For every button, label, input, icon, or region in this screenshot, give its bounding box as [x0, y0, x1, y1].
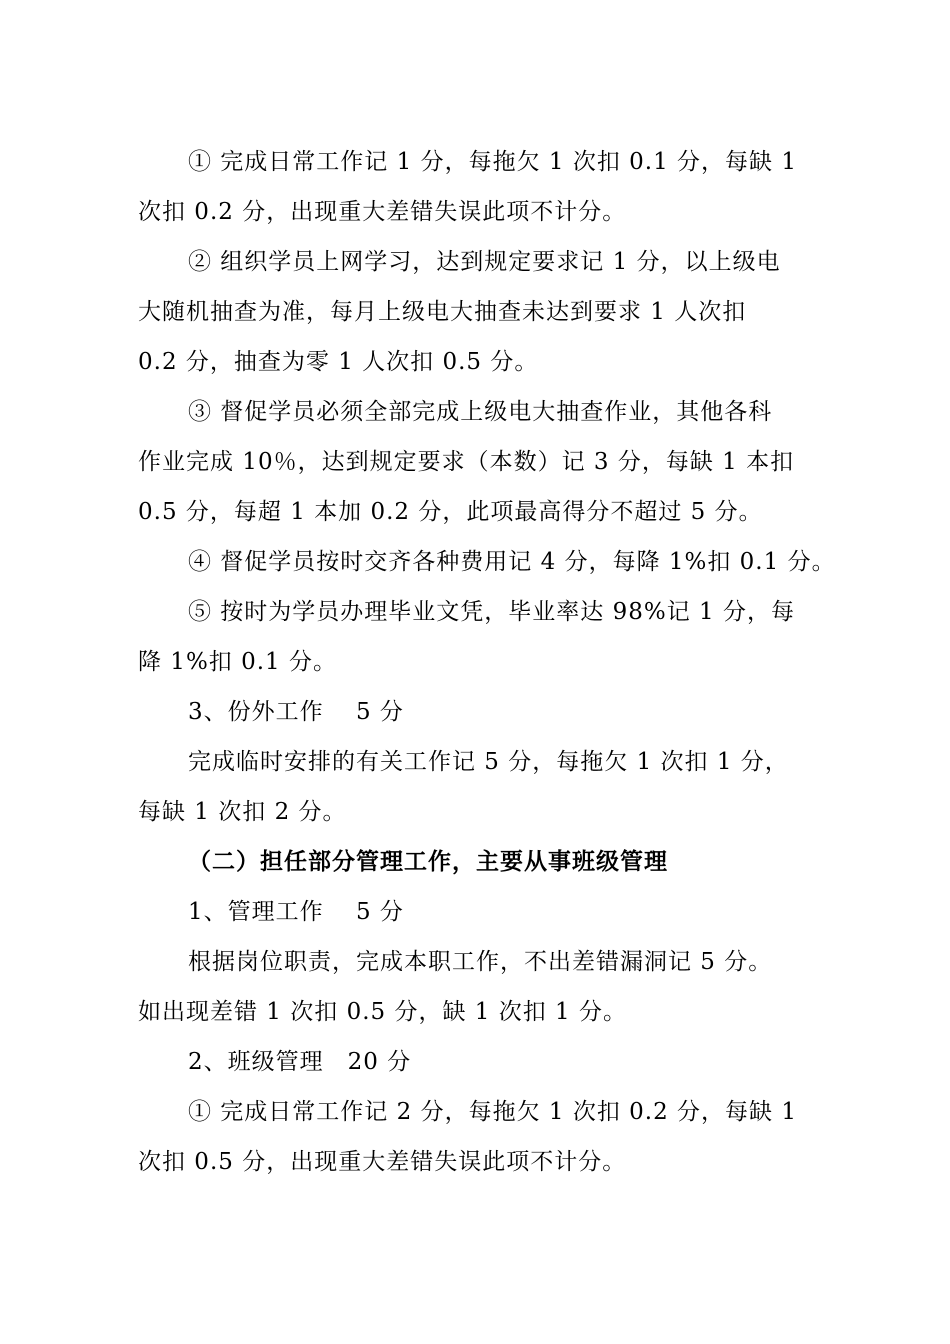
section-title-line: （二）担任部分管理工作，主要从事班级管理	[188, 848, 668, 875]
paragraph-line: ⑤ 按时为学员办理毕业文凭，毕业率达 98%记 1 分，每	[188, 599, 795, 625]
paragraph-line: 降 1%扣 0.1 分。	[138, 649, 337, 675]
section-heading-line: 1、管理工作 5 分	[188, 899, 404, 925]
paragraph-line: 0.5 分，每超 1 本加 0.2 分，此项最高得分不超过 5 分。	[138, 499, 763, 525]
paragraph-line: 每缺 1 次扣 2 分。	[138, 799, 347, 825]
paragraph-line: ② 组织学员上网学习，达到规定要求记 1 分，以上级电	[188, 249, 781, 275]
paragraph-item-5-graduation	[138, 587, 818, 687]
paragraph-item-2-online-learning	[138, 237, 818, 387]
paragraph-line: 根据岗位职责，完成本职工作，不出差错漏洞记 5 分。	[188, 949, 773, 975]
paragraph-line: 0.2 分，抽查为零 1 人次扣 0.5 分。	[138, 349, 539, 375]
paragraph-extra-work	[138, 737, 818, 837]
section-heading-management-work	[138, 887, 818, 937]
paragraph-line: 大随机抽查为准，每月上级电大抽查未达到要求 1 人次扣	[138, 299, 747, 325]
paragraph-line: 次扣 0.2 分，出现重大差错失误此项不计分。	[138, 199, 627, 225]
paragraph-item-4-fees	[138, 537, 836, 587]
paragraph-line: 如出现差错 1 次扣 0.5 分，缺 1 次扣 1 分。	[138, 999, 627, 1025]
section-heading-line: 2、班级管理 20 分	[188, 1049, 412, 1075]
paragraph-class-daily-work	[138, 1087, 818, 1187]
section-heading-extra-work	[138, 687, 818, 737]
paragraph-line: ④ 督促学员按时交齐各种费用记 4 分，每降 1%扣 0.1 分。	[188, 549, 836, 575]
paragraph-line: ③ 督促学员必须全部完成上级电大抽查作业，其他各科	[188, 399, 773, 425]
paragraph-line: ① 完成日常工作记 2 分，每拖欠 1 次扣 0.2 分，每缺 1	[188, 1099, 797, 1125]
paragraph-line: 作业完成 10％，达到规定要求（本数）记 3 分，每缺 1 本扣	[138, 449, 795, 475]
paragraph-item-1-daily-work	[138, 137, 818, 237]
section-title-part-two	[138, 837, 818, 887]
section-heading-class-management	[138, 1037, 818, 1087]
paragraph-line: ① 完成日常工作记 1 分，每拖欠 1 次扣 0.1 分，每缺 1	[188, 149, 797, 175]
document-body	[138, 137, 836, 1187]
paragraph-line: 次扣 0.5 分，出现重大差错失误此项不计分。	[138, 1149, 627, 1175]
section-heading-line: 3、份外工作 5 分	[188, 699, 404, 725]
paragraph-item-3-homework	[138, 387, 818, 537]
paragraph-line: 完成临时安排的有关工作记 5 分，每拖欠 1 次扣 1 分，	[188, 749, 789, 775]
paragraph-management-work	[138, 937, 818, 1037]
